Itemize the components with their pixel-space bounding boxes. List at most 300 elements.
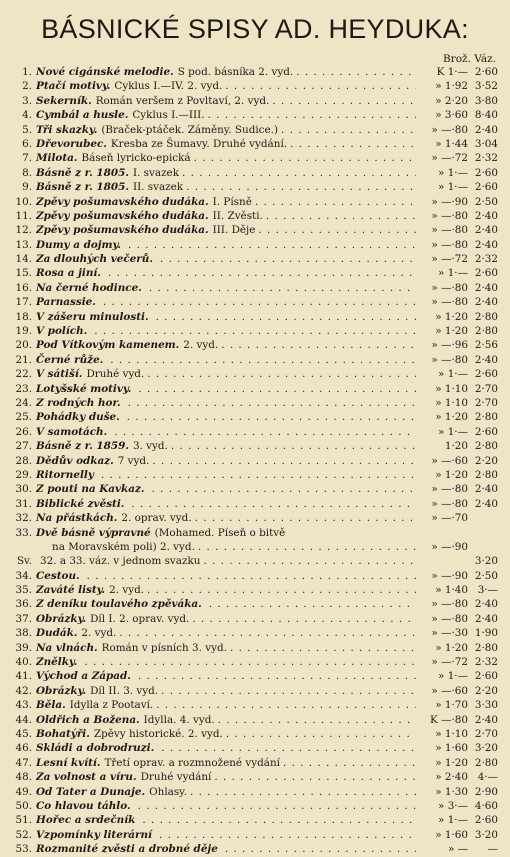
price-broz: » —·80 <box>431 296 468 309</box>
price-broz: » 1·20 <box>435 411 468 424</box>
dot-leader <box>281 123 416 137</box>
item-body <box>36 497 416 511</box>
item-title: Od Tater a Dunaje. <box>36 785 146 798</box>
list-item <box>0 281 510 295</box>
list-item <box>0 684 510 698</box>
dot-leader <box>209 597 416 611</box>
dot-leader <box>160 252 416 266</box>
page-title: BÁSNICKÉ SPISY AD. HEYDUKA: <box>41 14 469 44</box>
item-body <box>36 785 416 799</box>
item-description: Cyklus I.—IV. 2. vyd. <box>114 80 223 93</box>
price-vaz: 2·90 <box>474 785 498 798</box>
item-body <box>48 540 416 554</box>
price-broz: » 1·44 <box>435 137 468 150</box>
item-number: 32. <box>15 512 32 525</box>
price-vaz: 1·90 <box>474 627 498 640</box>
dot-leader <box>218 713 416 727</box>
item-body <box>36 626 416 640</box>
item-body <box>36 713 416 727</box>
list-item <box>0 295 510 309</box>
price-vaz: 2·32 <box>474 253 498 266</box>
item-description: I. svazek <box>132 166 179 179</box>
dot-leader <box>230 641 416 655</box>
price-vaz: 2·20 <box>474 684 498 697</box>
dot-leader <box>171 439 416 453</box>
price-broz: » 1·92 <box>435 80 468 93</box>
dot-leader <box>214 770 416 784</box>
price-vaz: 2·80 <box>474 411 498 424</box>
price-broz: » 2·20 <box>435 94 468 107</box>
price-vaz: 2·40 <box>474 123 498 136</box>
item-body <box>36 65 416 79</box>
item-body <box>36 382 416 396</box>
dot-leader <box>195 511 416 525</box>
item-body <box>36 612 416 626</box>
item-description: Díl II. 3. vyd. <box>90 684 159 697</box>
item-description: II. Zvěsti. <box>212 209 263 222</box>
item-title: Východ a Západ. <box>36 670 131 683</box>
dot-leader <box>128 396 416 410</box>
item-description: 2. vyd. <box>81 627 117 640</box>
list-item <box>0 828 510 842</box>
item-title: Pohádky duše. <box>36 411 120 424</box>
item-body <box>36 367 416 381</box>
price-vaz: 3·20 <box>474 828 498 841</box>
price-broz: » —·70 <box>431 512 468 525</box>
item-title: Běla. <box>36 699 66 712</box>
price-vaz: 2·80 <box>474 641 498 654</box>
price-vaz: 2·40 <box>474 612 498 625</box>
list-item <box>0 425 510 439</box>
item-title: Lesní kvítí. <box>36 756 101 769</box>
price-vaz: 2·40 <box>474 713 498 726</box>
item-title: Co hlavou táhlo. <box>36 799 131 812</box>
item-title: Básně z r. 1805. <box>36 181 129 194</box>
dot-leader <box>192 612 416 626</box>
item-title: Pod Vítkovým kamenem. <box>36 339 180 352</box>
price-vaz: 3·20 <box>474 742 498 755</box>
item-description: Báseň lyricko-epická <box>81 152 191 165</box>
item-number: 11. <box>15 209 32 222</box>
item-title: Obrázky. <box>36 612 87 625</box>
item-title: Dumy a dojmy. <box>36 238 121 251</box>
list-item <box>0 813 510 827</box>
dot-leader <box>221 338 416 352</box>
item-title: Cymbál a husle. <box>36 109 129 122</box>
price-broz: » —·72 <box>431 253 468 266</box>
item-number: 17. <box>15 296 32 309</box>
price-vaz: 2·40 <box>474 353 498 366</box>
item-number: 28. <box>15 454 32 467</box>
item-title: Černé růže. <box>36 353 104 366</box>
dot-leader <box>161 741 416 755</box>
item-title: Oldřich a Božena. <box>36 713 140 726</box>
item-description: Druhé vyd. <box>86 368 145 381</box>
price-vaz: 2·80 <box>474 325 498 338</box>
item-number: 40. <box>15 656 32 669</box>
price-vaz: 2·60 <box>474 814 498 827</box>
price-vaz: — <box>487 843 498 856</box>
list-item <box>0 266 510 280</box>
dot-leader <box>119 626 416 640</box>
price-broz: » 1·— <box>438 425 468 438</box>
price-vaz: 2·40 <box>474 483 498 496</box>
item-title: Básně z r. 1859. <box>36 440 129 453</box>
price-vaz: 2·60 <box>474 181 498 194</box>
list-item <box>0 698 510 712</box>
item-body <box>36 238 416 252</box>
item-title: Dvě básně výpravné <box>36 526 151 539</box>
item-title: Rosa a jiní. <box>36 267 101 280</box>
item-title: Obrázky. <box>36 684 87 697</box>
list-item <box>0 626 510 640</box>
item-number: 43. <box>15 699 32 712</box>
list-item <box>0 223 510 237</box>
price-broz: » —·80 <box>431 224 468 237</box>
item-title: Nové cigánské melodie. <box>36 66 174 78</box>
dot-leader <box>283 756 416 770</box>
list-item <box>0 468 510 482</box>
item-number: 41. <box>15 670 32 683</box>
price-vaz: 2·80 <box>474 468 498 481</box>
list-item <box>0 238 510 252</box>
list-item <box>0 166 510 180</box>
item-number: 37. <box>15 612 32 625</box>
item-body <box>36 770 416 784</box>
item-title: V samotách. <box>36 425 108 438</box>
item-number: 26. <box>15 425 32 438</box>
item-body <box>36 281 416 295</box>
price-vaz: 2·40 <box>474 296 498 309</box>
item-description: III. Děje <box>212 224 256 237</box>
item-title: Skládi a dobrodruzi. <box>36 742 155 755</box>
item-number: 47. <box>15 756 32 769</box>
list-item <box>0 310 510 324</box>
price-broz: » 1·10 <box>435 727 468 740</box>
list-item <box>0 713 510 727</box>
item-body <box>36 756 416 770</box>
item-description: Ohlasy. <box>149 785 187 798</box>
item-body <box>36 741 416 755</box>
list-item <box>0 65 510 79</box>
item-title: V polích. <box>36 325 88 338</box>
item-title: Zpěvy pošumavského dudáka. <box>36 224 209 237</box>
price-broz: » — <box>447 843 468 856</box>
list-item <box>0 785 510 799</box>
item-number: 13. <box>15 238 32 251</box>
list-item <box>0 439 510 453</box>
item-number: 24. <box>15 396 32 409</box>
item-body <box>36 195 416 209</box>
item-title: Znělky. <box>36 656 78 669</box>
item-number: 36. <box>15 598 32 611</box>
item-title: Z deníku toulavého zpěváka. <box>36 598 202 611</box>
price-broz: » —·30 <box>431 627 468 640</box>
dot-leader <box>198 540 416 554</box>
item-body <box>36 669 416 683</box>
price-vaz: 2·80 <box>474 310 498 323</box>
list-item <box>0 108 510 122</box>
item-number: 18. <box>15 310 32 323</box>
item-title: Dřevorubec. <box>36 137 107 150</box>
price-broz: » 1·30 <box>435 785 468 798</box>
price-broz: » 1·10 <box>435 396 468 409</box>
dot-leader <box>258 223 416 237</box>
price-vaz: 2·60 <box>474 267 498 280</box>
price-vaz: 2·56 <box>474 339 498 352</box>
dot-leader <box>147 367 416 381</box>
list-item <box>0 770 510 784</box>
list-item <box>0 641 510 655</box>
item-description: 2. vyd. <box>183 339 219 352</box>
dot-leader <box>127 410 416 424</box>
item-description: Druhé vydání <box>140 771 212 784</box>
item-number: 52. <box>15 828 32 841</box>
list-item <box>0 195 510 209</box>
dot-leader <box>156 698 416 712</box>
dot-leader <box>182 166 416 180</box>
item-number: 27. <box>15 440 32 453</box>
item-number: 45. <box>15 727 32 740</box>
item-description: II. svazek <box>132 181 184 194</box>
item-number: 39. <box>15 641 32 654</box>
price-vaz: 2·40 <box>474 224 498 237</box>
list-item <box>0 741 510 755</box>
item-body <box>36 79 416 93</box>
dot-leader <box>138 382 416 396</box>
price-broz: » —·80 <box>431 238 468 251</box>
item-number: 15. <box>15 267 32 280</box>
item-body <box>36 137 416 151</box>
item-body <box>36 94 416 108</box>
price-vaz: 2·50 <box>474 569 498 582</box>
item-body <box>36 828 416 842</box>
list-item <box>0 353 510 367</box>
dot-leader <box>296 65 416 79</box>
dot-leader <box>226 727 416 741</box>
item-title: Na černé hodince. <box>36 281 142 294</box>
price-vaz: 2·60 <box>474 66 498 78</box>
item-body <box>36 410 416 424</box>
price-vaz: 2·40 <box>474 238 498 251</box>
item-body <box>36 266 416 280</box>
price-broz: » —·80 <box>431 598 468 611</box>
item-number: 33. <box>15 526 32 539</box>
item-number: 50. <box>15 799 32 812</box>
item-description: 2. oprav. vyd. <box>121 512 192 525</box>
item-body <box>36 655 416 669</box>
dot-leader <box>186 180 416 194</box>
item-title: Zpěvy pošumavského dudáka. <box>36 209 209 222</box>
price-vaz: 3·04 <box>474 137 498 150</box>
list-item <box>0 382 510 396</box>
dot-leader <box>131 497 416 511</box>
item-title: Biblické zvěsti. <box>36 497 125 510</box>
list-item <box>0 324 510 338</box>
item-body <box>36 166 416 180</box>
item-body <box>36 123 416 137</box>
price-broz: » 1·20 <box>435 310 468 323</box>
item-description: 7 vyd. <box>117 454 150 467</box>
price-vaz: 2·80 <box>474 440 498 453</box>
list-item <box>0 612 510 626</box>
item-number: 9. <box>22 181 32 194</box>
price-broz: » 3·60 <box>435 109 468 122</box>
item-title: Zaváté listy. <box>36 584 106 597</box>
price-broz: » 1·— <box>438 267 468 280</box>
item-description: Díl I. 2. oprav. vyd. <box>90 612 190 625</box>
price-broz: » 1·20 <box>435 756 468 769</box>
list-item <box>0 367 510 381</box>
list-item <box>0 151 510 165</box>
item-number: 7. <box>22 152 32 165</box>
item-number: 53. <box>15 843 32 856</box>
list-item <box>0 454 510 468</box>
price-vaz: 3·52 <box>474 80 498 93</box>
item-body <box>36 310 416 324</box>
dot-leader <box>128 238 416 252</box>
price-broz: » —·60 <box>431 684 468 697</box>
item-number: 14. <box>15 253 32 266</box>
item-body <box>36 151 416 165</box>
item-body <box>36 108 416 122</box>
item-number: 30. <box>15 483 32 496</box>
price-vaz: 3·80 <box>474 94 498 107</box>
price-broz: » —·80 <box>431 281 468 294</box>
column-header-broz: Brož. <box>442 53 471 65</box>
price-broz: » 1·60 <box>435 828 468 841</box>
list-item <box>0 526 510 540</box>
item-description: 32. a 33. váz. v jednom svazku <box>40 555 201 568</box>
item-body <box>36 223 416 237</box>
price-broz: » 1·60 <box>435 742 468 755</box>
item-number: 6. <box>22 137 32 150</box>
dot-leader <box>152 454 416 468</box>
item-title: Na vlnách. <box>36 641 98 654</box>
item-number: 25. <box>15 411 32 424</box>
dot-leader <box>290 137 416 151</box>
price-vaz: 2·40 <box>474 598 498 611</box>
price-broz: » 1·20 <box>435 641 468 654</box>
item-title: Parnassie. <box>36 296 96 309</box>
item-body <box>36 698 416 712</box>
list-item <box>0 756 510 770</box>
dot-leader <box>225 842 416 856</box>
dot-leader <box>84 655 416 669</box>
price-vaz: 2·20 <box>474 454 498 467</box>
item-title: Hořec a srdečník <box>36 814 136 827</box>
price-broz: » —·80 <box>431 209 468 222</box>
item-body <box>36 569 416 583</box>
item-body <box>36 554 416 568</box>
column-headers <box>443 53 496 65</box>
list-item <box>0 252 510 266</box>
item-description: S pod. básníka 2. vyd. <box>177 66 294 78</box>
item-number: 8. <box>22 166 32 179</box>
list-item <box>0 79 510 93</box>
item-number: 20. <box>15 339 32 352</box>
item-body <box>36 684 416 698</box>
item-description: 3. vyd. <box>132 440 168 453</box>
item-body <box>36 511 416 525</box>
list-item <box>0 497 510 511</box>
price-broz: » 1·10 <box>435 382 468 395</box>
dot-leader <box>94 324 416 338</box>
price-broz: » —·60 <box>431 454 468 467</box>
item-number: 42. <box>15 684 32 697</box>
price-broz: » —·90 <box>431 540 468 553</box>
dot-leader <box>147 583 416 597</box>
item-body <box>36 209 416 223</box>
price-broz: » —·72 <box>431 656 468 669</box>
item-number: 31. <box>15 497 32 510</box>
item-number: 3. <box>22 94 32 107</box>
dot-leader <box>255 195 416 209</box>
item-number: 22. <box>15 368 32 381</box>
price-broz: » 1·20 <box>435 325 468 338</box>
list-item <box>0 209 510 223</box>
price-vaz: 2·60 <box>474 166 498 179</box>
item-title: Za dlouhých večerů. <box>36 253 153 266</box>
dot-leader <box>272 94 416 108</box>
item-title: Ptačí motivy. <box>36 80 111 93</box>
item-body <box>36 727 416 741</box>
item-body <box>36 252 416 266</box>
item-description: Kresba ze Šumavy. Druhé vydání. <box>110 137 288 150</box>
dot-leader <box>266 209 416 223</box>
price-vaz: 3·30 <box>474 699 498 712</box>
dot-leader <box>156 310 416 324</box>
list-item <box>0 137 510 151</box>
item-body <box>36 842 416 856</box>
list-item <box>0 482 510 496</box>
dot-leader <box>159 828 416 842</box>
dot-leader <box>161 684 416 698</box>
dot-leader <box>203 554 416 568</box>
item-number: 16. <box>15 281 32 294</box>
price-broz: 1·20 <box>444 440 468 453</box>
item-title: Za volnost a víru. <box>36 771 137 784</box>
price-broz: » —·90 <box>431 569 468 582</box>
item-title: Milota. <box>36 152 78 165</box>
item-body <box>36 641 416 655</box>
item-number: 5. <box>22 123 32 136</box>
item-description: Idylla. 4. vyd. <box>143 713 215 726</box>
dot-leader <box>225 79 416 93</box>
item-body <box>36 454 416 468</box>
price-broz: » 1·— <box>438 814 468 827</box>
item-title: Ritornelly <box>36 468 94 481</box>
item-body <box>36 482 416 496</box>
item-body <box>36 425 416 439</box>
price-vaz: 2·60 <box>474 670 498 683</box>
list-item <box>0 597 510 611</box>
dot-leader <box>103 295 416 309</box>
price-vaz: 2·40 <box>474 281 498 294</box>
item-body <box>36 180 416 194</box>
price-vaz: 3·20 <box>474 555 498 568</box>
list-item <box>0 655 510 669</box>
item-title: V sátiší. <box>36 368 83 381</box>
price-vaz: 2·40 <box>474 209 498 222</box>
price-broz: » 1·20 <box>435 468 468 481</box>
price-broz: » —·80 <box>431 123 468 136</box>
list-item <box>0 799 510 813</box>
item-title: Dudák. <box>36 627 78 640</box>
item-description: 2. vyd. <box>109 584 145 597</box>
item-title: V zášeru minulosti. <box>36 310 149 323</box>
price-broz: » —·80 <box>431 497 468 510</box>
